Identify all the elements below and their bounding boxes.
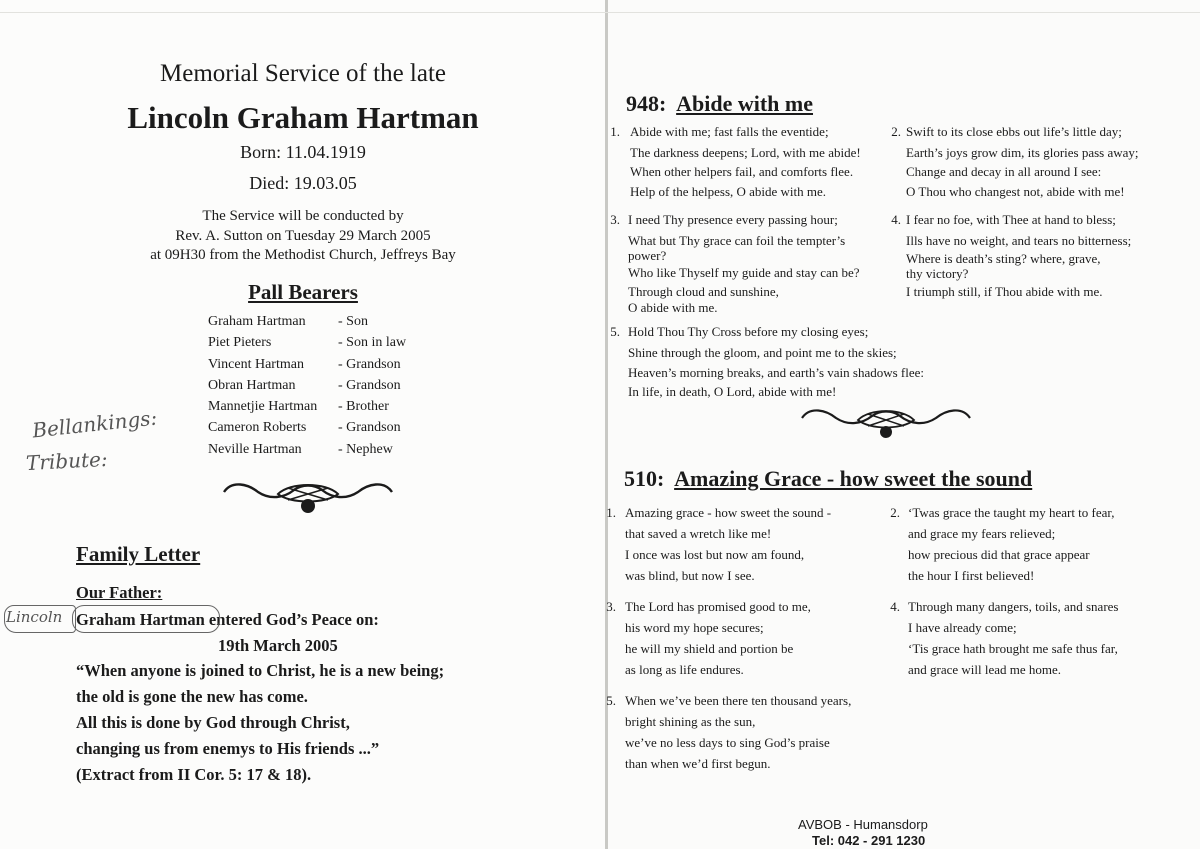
verse-line: Abide with me; fast falls the eventide; xyxy=(630,124,829,139)
handwritten-circle xyxy=(4,605,76,633)
verse-line: The darkness deepens; Lord, with me abide! xyxy=(630,145,861,160)
memorial-title: Memorial Service of the late xyxy=(160,60,446,87)
died-date: Died: 19.03.05 xyxy=(249,173,357,193)
bearer-name: Cameron Roberts xyxy=(208,420,307,435)
bearer-name: Neville Hartman xyxy=(208,442,302,457)
handwritten-note: Tribute: xyxy=(25,446,109,476)
quote-line: (Extract from II Cor. 5: 17 & 18). xyxy=(76,765,312,784)
scroll-ornament-icon xyxy=(218,474,398,516)
verse-number: 5. xyxy=(610,324,620,339)
verse-line: Heaven’s morning breaks, and earth’s vain shadows flee: xyxy=(628,365,925,380)
born-date: Born: 11.04.1919 xyxy=(240,142,366,162)
verse-line: I have already come; xyxy=(908,620,1017,635)
verse-line: Ills have no weight, and tears no bitterness; xyxy=(906,233,1132,248)
hymn-948-title xyxy=(626,91,813,117)
verse-line: O Thou who changest not, abide with me! xyxy=(906,184,1125,199)
verse-line: and grace will lead me home. xyxy=(908,662,1062,677)
verse-number: 1. xyxy=(606,505,616,520)
verse-line: What but Thy grace can foil the tempter’s xyxy=(628,233,846,248)
verse-line: he will my shield and portion be xyxy=(625,641,794,656)
bearer-name: Mannetjie Hartman xyxy=(208,399,318,414)
service-line-2: Rev. A. Sutton on Tuesday 29 March 2005 xyxy=(175,228,431,244)
handwritten-note: Bellankings: xyxy=(31,405,159,443)
letter-salutation: Our Father: xyxy=(76,583,163,602)
verse-line: Earth’s joys grow dim, its glories pass away; xyxy=(906,145,1139,160)
verse-number: 2. xyxy=(890,505,900,520)
verse-line: we’ve no less days to sing God’s praise xyxy=(625,735,830,750)
bearer-name: Obran Hartman xyxy=(208,378,296,393)
verse-line: Through many dangers, toils, and snares xyxy=(908,599,1119,614)
verse-number: 1. xyxy=(610,124,620,139)
verse-line: Help of the helpess, O abide with me. xyxy=(630,184,827,199)
bearer-relation: - Grandson xyxy=(338,420,401,435)
verse-line: that saved a wretch like me! xyxy=(625,526,772,541)
verse-line: In life, in death, O Lord, abide with me! xyxy=(628,384,837,399)
verse-line: I once was lost but now am found, xyxy=(625,547,805,562)
bearer-relation: - Son xyxy=(338,314,368,329)
verse-line: When we’ve been there ten thousand years, xyxy=(625,693,852,708)
verse-line: I need Thy presence every passing hour; xyxy=(628,212,838,227)
verse-number: 3. xyxy=(610,212,620,227)
hymn-name: Amazing Grace - how sweet the sound xyxy=(674,466,1033,491)
verse-number: 4. xyxy=(891,212,901,227)
verse-line: bright shining as the sun, xyxy=(625,714,756,729)
verse-line: ‘Twas grace the taught my heart to fear, xyxy=(908,505,1115,520)
verse-line: I triumph still, if Thou abide with me. xyxy=(906,284,1103,299)
verse-number: 2. xyxy=(891,124,901,139)
verse-line: Amazing grace - how sweet the sound - xyxy=(625,505,832,520)
handwritten-circle xyxy=(72,605,220,633)
verse-line: than when we’d first begun. xyxy=(625,756,771,771)
quote-line: All this is done by God through Christ, xyxy=(76,713,350,732)
funeral-home-name: AVBOB - Humansdorp xyxy=(798,817,928,832)
verse-line: as long as life endures. xyxy=(625,662,744,677)
quote-line: the old is gone the new has come. xyxy=(76,687,308,706)
bearer-relation: - Grandson xyxy=(338,357,401,372)
funeral-home-phone: Tel: 042 - 291 1230 xyxy=(812,833,926,848)
verse-line: Through cloud and sunshine, xyxy=(628,284,779,299)
verse-line: Where is death’s sting? where, grave, xyxy=(906,251,1101,266)
verse-line: and grace my fears relieved; xyxy=(908,526,1056,541)
verse-line: Shine through the gloom, and point me to the skies; xyxy=(628,345,897,360)
verse-line: how precious did that grace appear xyxy=(908,547,1090,562)
quote-line: changing us from enemys to His friends ...” xyxy=(76,739,380,758)
scroll-ornament-icon xyxy=(796,402,976,442)
verse-line: I fear no foe, with Thee at hand to bless; xyxy=(906,212,1116,227)
family-letter-heading: Family Letter xyxy=(76,542,201,566)
verse-number: 4. xyxy=(890,599,900,614)
bearer-name: Piet Pieters xyxy=(208,335,272,350)
service-line-3: at 09H30 from the Methodist Church, Jeffreys Bay xyxy=(150,247,456,263)
bearer-relation: - Nephew xyxy=(338,442,393,457)
pall-bearers-heading: Pall Bearers xyxy=(248,280,358,304)
bearer-relation: - Grandson xyxy=(338,378,401,393)
verse-line: O abide with me. xyxy=(628,300,718,315)
hymn-510-title xyxy=(624,466,1032,492)
verse-line: was blind, but now I see. xyxy=(625,568,755,583)
verse-line: ‘Tis grace hath brought me safe thus far, xyxy=(908,641,1118,656)
hymn-number: 948: xyxy=(626,91,667,116)
hymn-name: Abide with me xyxy=(676,91,814,116)
letter-name-line: Graham Hartman entered God’s Peace on: xyxy=(76,610,379,629)
paper-edge xyxy=(0,12,1200,13)
quote-line: “When anyone is joined to Christ, he is a new being; xyxy=(76,661,445,680)
bearer-relation: - Son in law xyxy=(338,335,407,350)
hymn-number: 510: xyxy=(624,466,665,491)
verse-number: 5. xyxy=(606,693,616,708)
letter-date: 19th March 2005 xyxy=(218,636,338,655)
verse-number: 3. xyxy=(606,599,616,614)
bearer-name: Vincent Hartman xyxy=(208,357,304,372)
bearer-name: Graham Hartman xyxy=(208,314,306,329)
verse-line: his word my hope secures; xyxy=(625,620,764,635)
verse-line: Change and decay in all around I see: xyxy=(906,164,1102,179)
verse-line: the hour I first believed! xyxy=(908,568,1035,583)
verse-line: Who like Thyself my guide and stay can be? xyxy=(628,265,860,280)
deceased-name: Lincoln Graham Hartman xyxy=(127,100,479,135)
handwritten-note: Lincoln xyxy=(6,608,63,626)
verse-line: The Lord has promised good to me, xyxy=(625,599,811,614)
service-line-1: The Service will be conducted by xyxy=(202,208,404,224)
verse-line: Swift to its close ebbs out life’s little day; xyxy=(906,124,1122,139)
verse-line: power? xyxy=(628,248,667,263)
verse-line: When other helpers fail, and comforts flee. xyxy=(630,164,854,179)
verse-line: Hold Thou Thy Cross before my closing eyes; xyxy=(628,324,869,339)
bearer-relation: - Brother xyxy=(338,399,389,414)
verse-line: thy victory? xyxy=(906,266,969,281)
